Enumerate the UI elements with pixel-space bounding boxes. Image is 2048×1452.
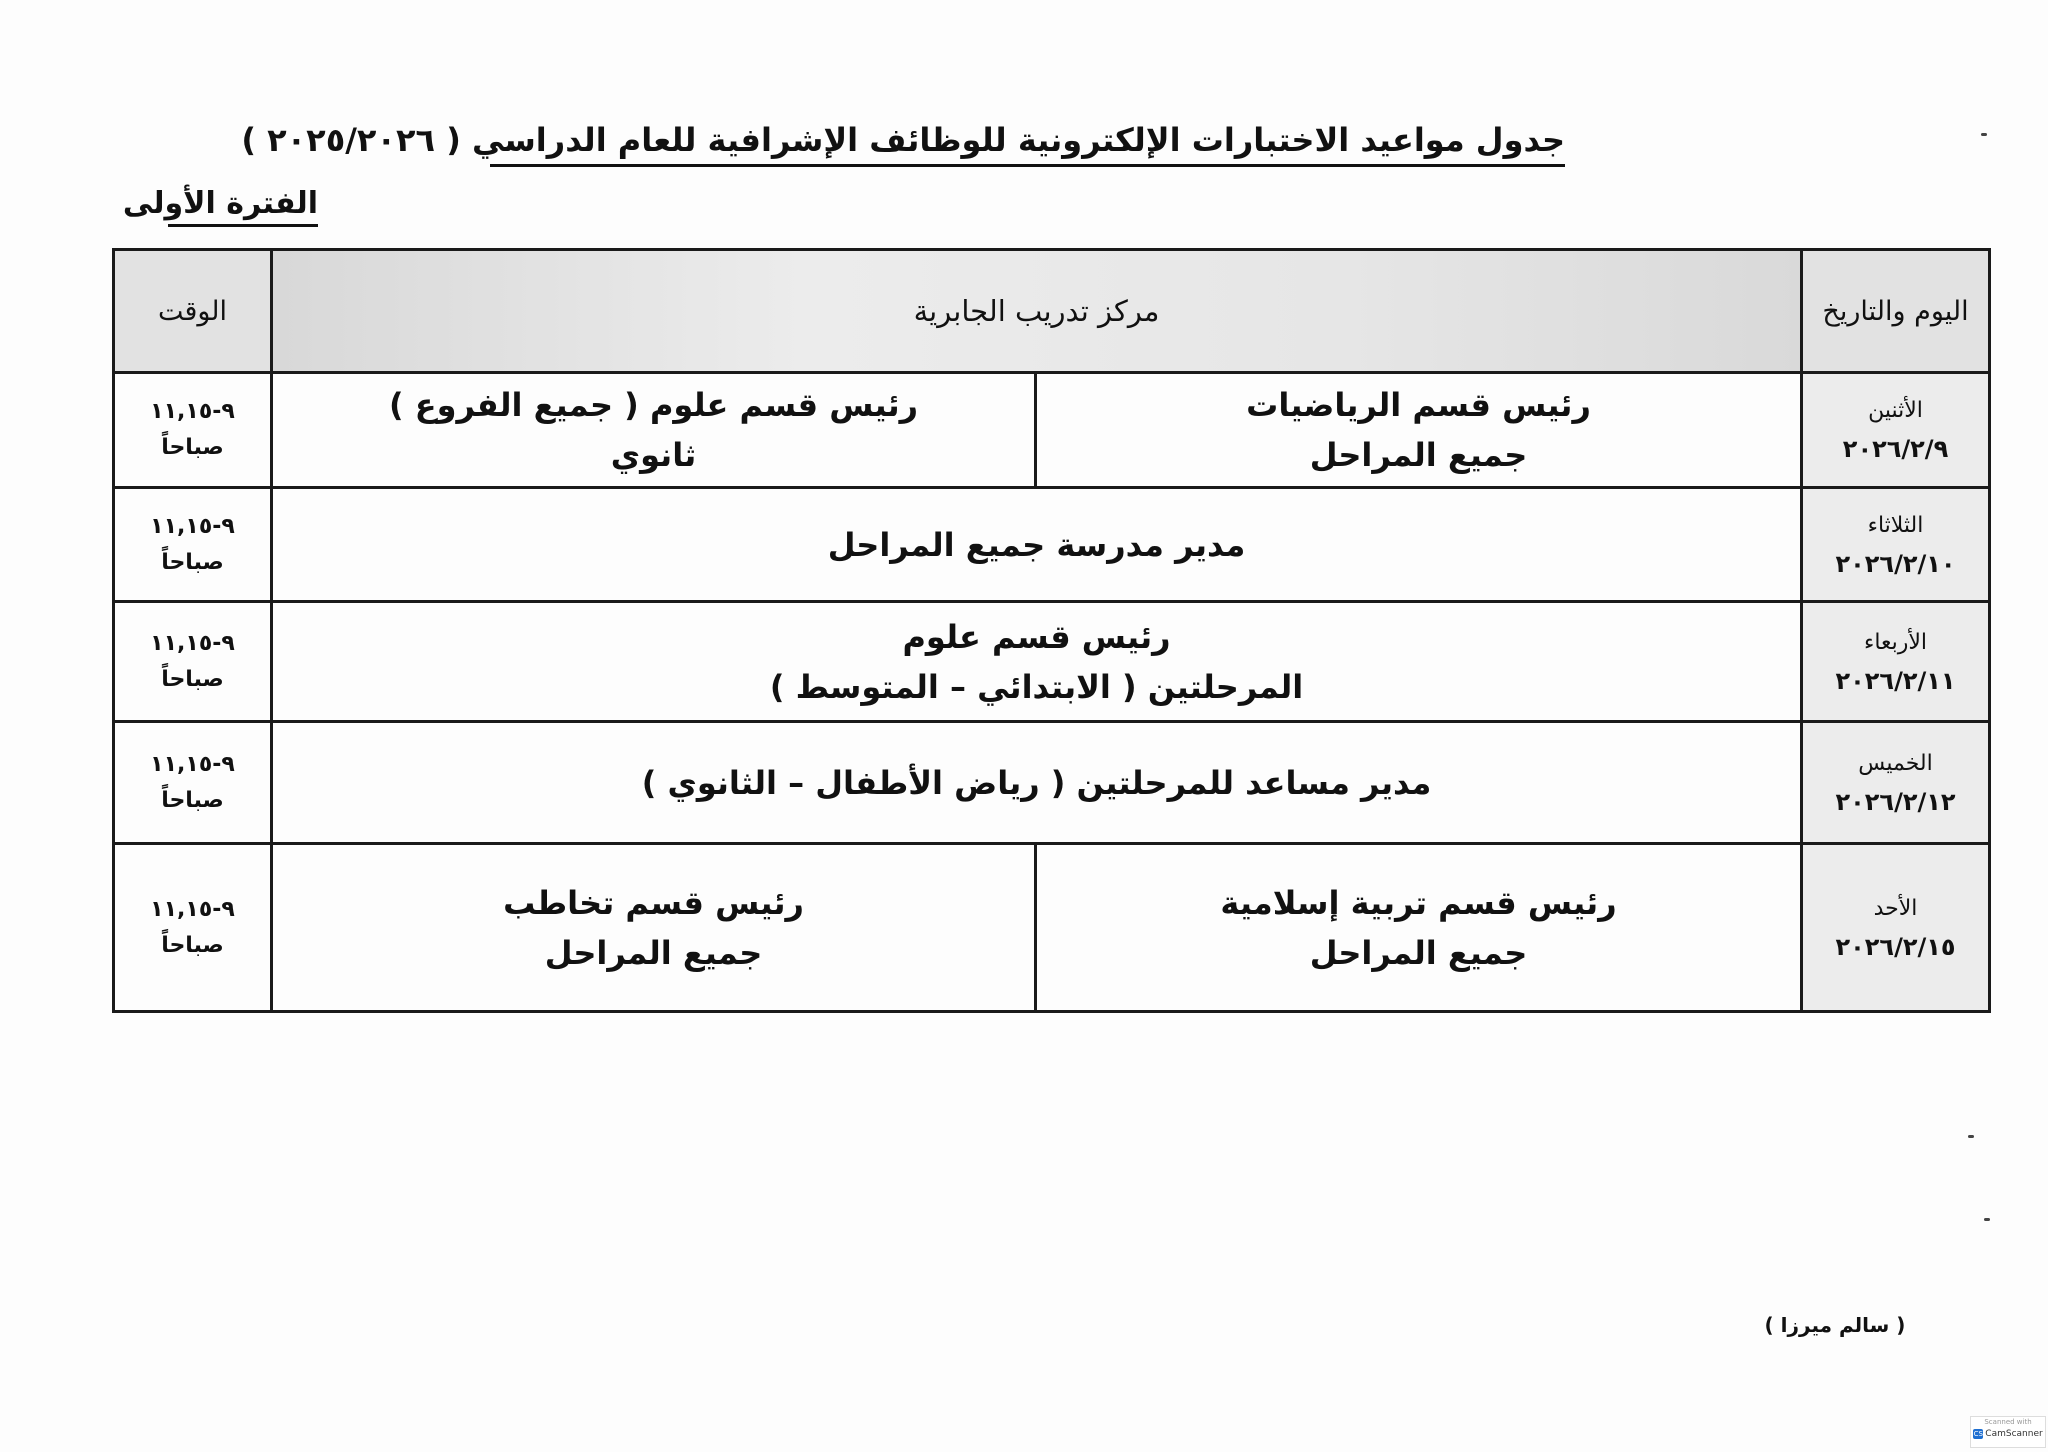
time-range: ٩-١١,١٥ [150,513,235,539]
exam-cell [272,722,1802,844]
document-title: جدول مواعيد الاختبارات الإلكترونية للوظائف الإشرافية للعام الدراسي ( ٢٠٢٥/٢٠٢٦ ) [490,118,1565,167]
time-cell [114,844,272,1012]
date-label: ٢٠٢٦/٢/٩ [1842,435,1949,463]
exam-cell [1036,373,1802,488]
day-label: الأحد [1873,895,1918,921]
time-note: صباحاً [161,549,224,575]
header-center: مركز تدريب الجابرية [272,250,1802,373]
exam-stage: جميع المراحل [544,933,763,972]
scan-speck [1968,1135,1974,1138]
period-label: الفترة الأولى [168,184,318,227]
table-row [114,488,1990,602]
scanned-with-label: Scanned with [1984,1418,2032,1426]
header-day-date: اليوم والتاريخ [1802,250,1990,373]
exam-title: مدير مساعد للمرحلتين ( رياض الأطفال – الثانوي ) [641,763,1432,802]
exam-cell [272,488,1802,602]
exam-stage: المرحلتين ( الابتدائي – المتوسط ) [769,667,1304,706]
time-note: صباحاً [161,666,224,692]
time-range: ٩-١١,١٥ [150,751,235,777]
time-cell [114,602,272,722]
exam-title: رئيس قسم الرياضيات [1246,386,1591,424]
exam-stage: ثانوي [610,436,697,474]
exam-stage: جميع المراحل [1309,436,1528,474]
exam-cell [272,373,1036,488]
day-date-cell [1802,373,1990,488]
time-note: صباحاً [161,435,224,460]
time-note: صباحاً [161,787,224,813]
time-range: ٩-١١,١٥ [150,896,235,922]
time-range: ٩-١١,١٥ [150,399,235,424]
table-header-row [114,250,1990,373]
date-label: ٢٠٢٦/٢/١١ [1835,666,1956,695]
time-cell [114,488,272,602]
table-row [114,602,1990,722]
date-label: ٢٠٢٦/٢/١٥ [1835,932,1956,961]
exam-title: رئيس قسم علوم ( جميع الفروع ) [389,386,918,424]
date-label: ٢٠٢٦/٢/١٠ [1835,549,1956,578]
camscanner-badge [1970,1416,2046,1448]
day-label: الخميس [1858,750,1933,776]
header-time: الوقت [114,250,272,373]
camscanner-brand-label: CamScanner [1985,1429,2043,1439]
day-label: الأثنين [1868,398,1923,423]
day-label: الأربعاء [1863,629,1928,655]
time-cell [114,373,272,488]
date-label: ٢٠٢٦/٢/١٢ [1835,787,1956,816]
time-range: ٩-١١,١٥ [150,630,235,656]
scan-speck [1984,1218,1990,1221]
exam-cell [1036,844,1802,1012]
exam-schedule-table [112,248,1991,1013]
time-note: صباحاً [161,932,224,958]
exam-title: مدير مدرسة جميع المراحل [827,525,1246,564]
day-label: الثلاثاء [1867,512,1924,538]
exam-cell [272,844,1036,1012]
day-date-cell [1802,602,1990,722]
exam-title: رئيس قسم تربية إسلامية [1220,883,1617,922]
signature: ( سالم ميرزا ) [1764,1313,1906,1337]
exam-title: رئيس قسم علوم [902,617,1171,656]
time-cell [114,722,272,844]
day-date-cell [1802,844,1990,1012]
exam-cell [272,602,1802,722]
camscanner-logo-icon: CS [1973,1429,1983,1438]
table-row [114,722,1990,844]
table-row [114,844,1990,1012]
exam-title: رئيس قسم تخاطب [503,883,804,922]
exam-stage: جميع المراحل [1309,933,1528,972]
scan-speck [1981,133,1987,136]
table-row [114,373,1990,488]
day-date-cell [1802,722,1990,844]
day-date-cell [1802,488,1990,602]
